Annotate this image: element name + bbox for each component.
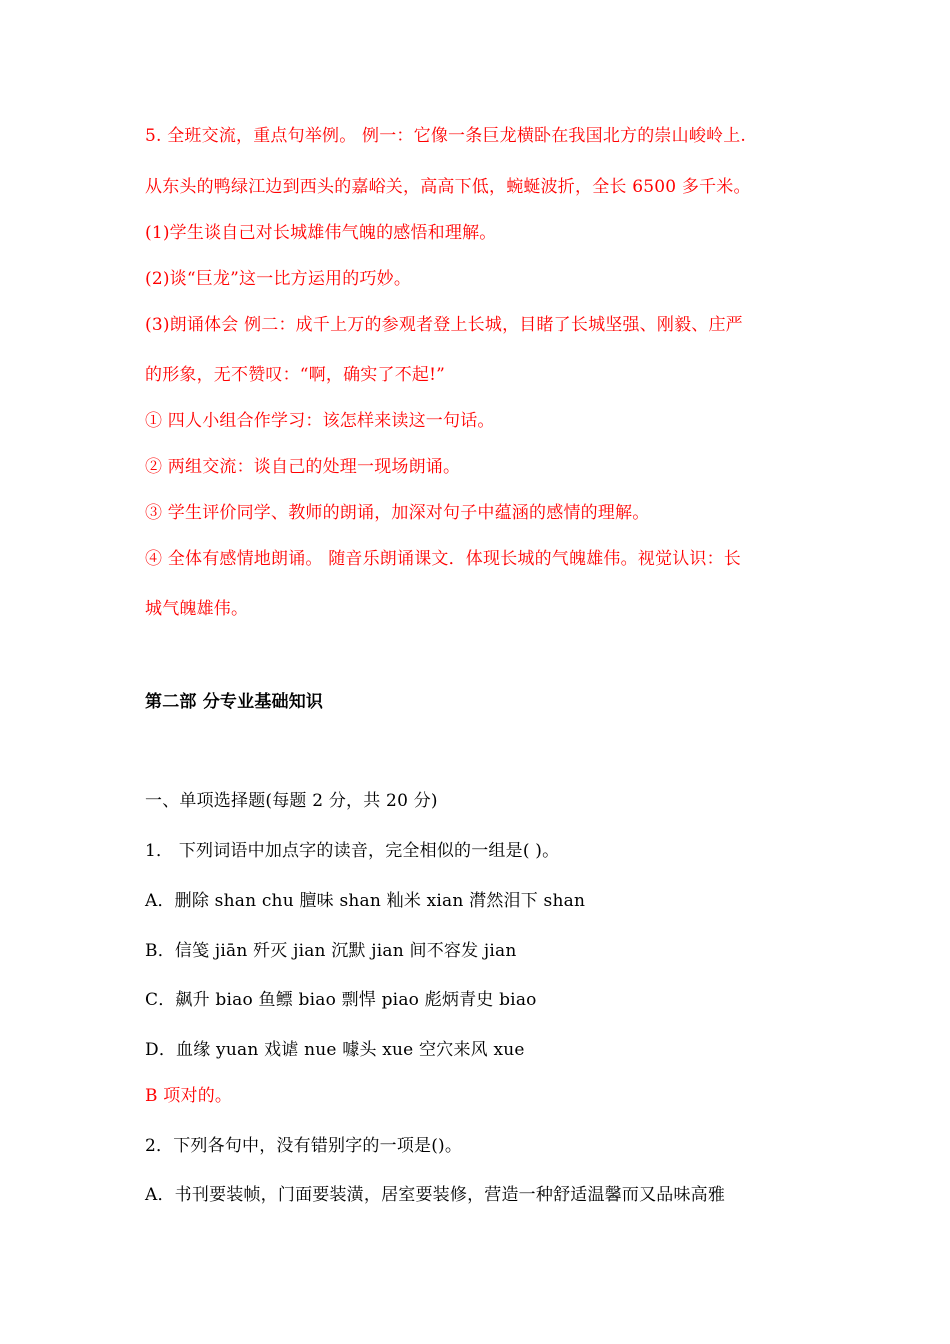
text-line-red: ② 两组交流：谈自己的处理一现场朗诵。 [145, 457, 461, 477]
question-section-title: 一、单项选择题(每题 2 分，共 20 分) [145, 791, 438, 811]
text-line-red: (2)谈“巨龙”这一比方运用的巧妙。 [145, 269, 412, 289]
question-1-option-b: B．信笺 jiān 歼灭 jian 沉默 jian 间不容发 jian [145, 941, 517, 961]
question-1-option-d: D．血缘 yuan 戏谑 nue 噱头 xue 空穴来风 xue [145, 1040, 525, 1060]
text-line-red: ③ 学生评价同学、教师的朗诵，加深对句子中蕴涵的感情的理解。 [145, 503, 650, 523]
question-2-stem: 2．下列各句中，没有错别字的一项是()。 [145, 1136, 463, 1156]
text-line-red: ① 四人小组合作学习：该怎样来读这一句话。 [145, 411, 495, 431]
question-1-option-c: C．飙升 biao 鱼鳔 biao 剽悍 piao 彪炳青史 biao [145, 990, 537, 1010]
section-heading: 第二部 分专业基础知识 [145, 692, 324, 712]
text-line-red: (1)学生谈自己对长城雄伟气魄的感悟和理解。 [145, 223, 497, 243]
text-line-red: ④ 全体有感情地朗诵。 随音乐朗诵课文．体现长城的气魄雄伟。视觉认识：长 [145, 549, 742, 569]
question-1-answer: B 项对的。 [145, 1086, 233, 1106]
question-1-option-a: A．删除 shan chu 膻味 shan 籼米 xian 潸然泪下 shan [145, 891, 586, 911]
question-2-option-a: A．书刊要装帧，门面要装潢，居室要装修，营造一种舒适温馨而又品味高雅 [145, 1185, 726, 1205]
text-line-red: 从东头的鸭绿江边到西头的嘉峪关，高高下低，蜿蜒波折，全长 6500 多千米。 [145, 177, 751, 197]
text-line-red: 城气魄雄伟。 [145, 599, 249, 619]
text-line-red: (3)朗诵体会 例二：成千上万的参观者登上长城，目睹了长城坚强、刚毅、庄严 [145, 315, 743, 335]
question-1-stem: 1． 下列词语中加点字的读音，完全相似的一组是( )。 [145, 841, 560, 861]
text-line-red: 的形象，无不赞叹：“啊，确实了不起!” [145, 365, 446, 385]
text-line-red: 5. 全班交流，重点句举例。 例一：它像一条巨龙横卧在我国北方的崇山峻岭上. [145, 126, 747, 146]
